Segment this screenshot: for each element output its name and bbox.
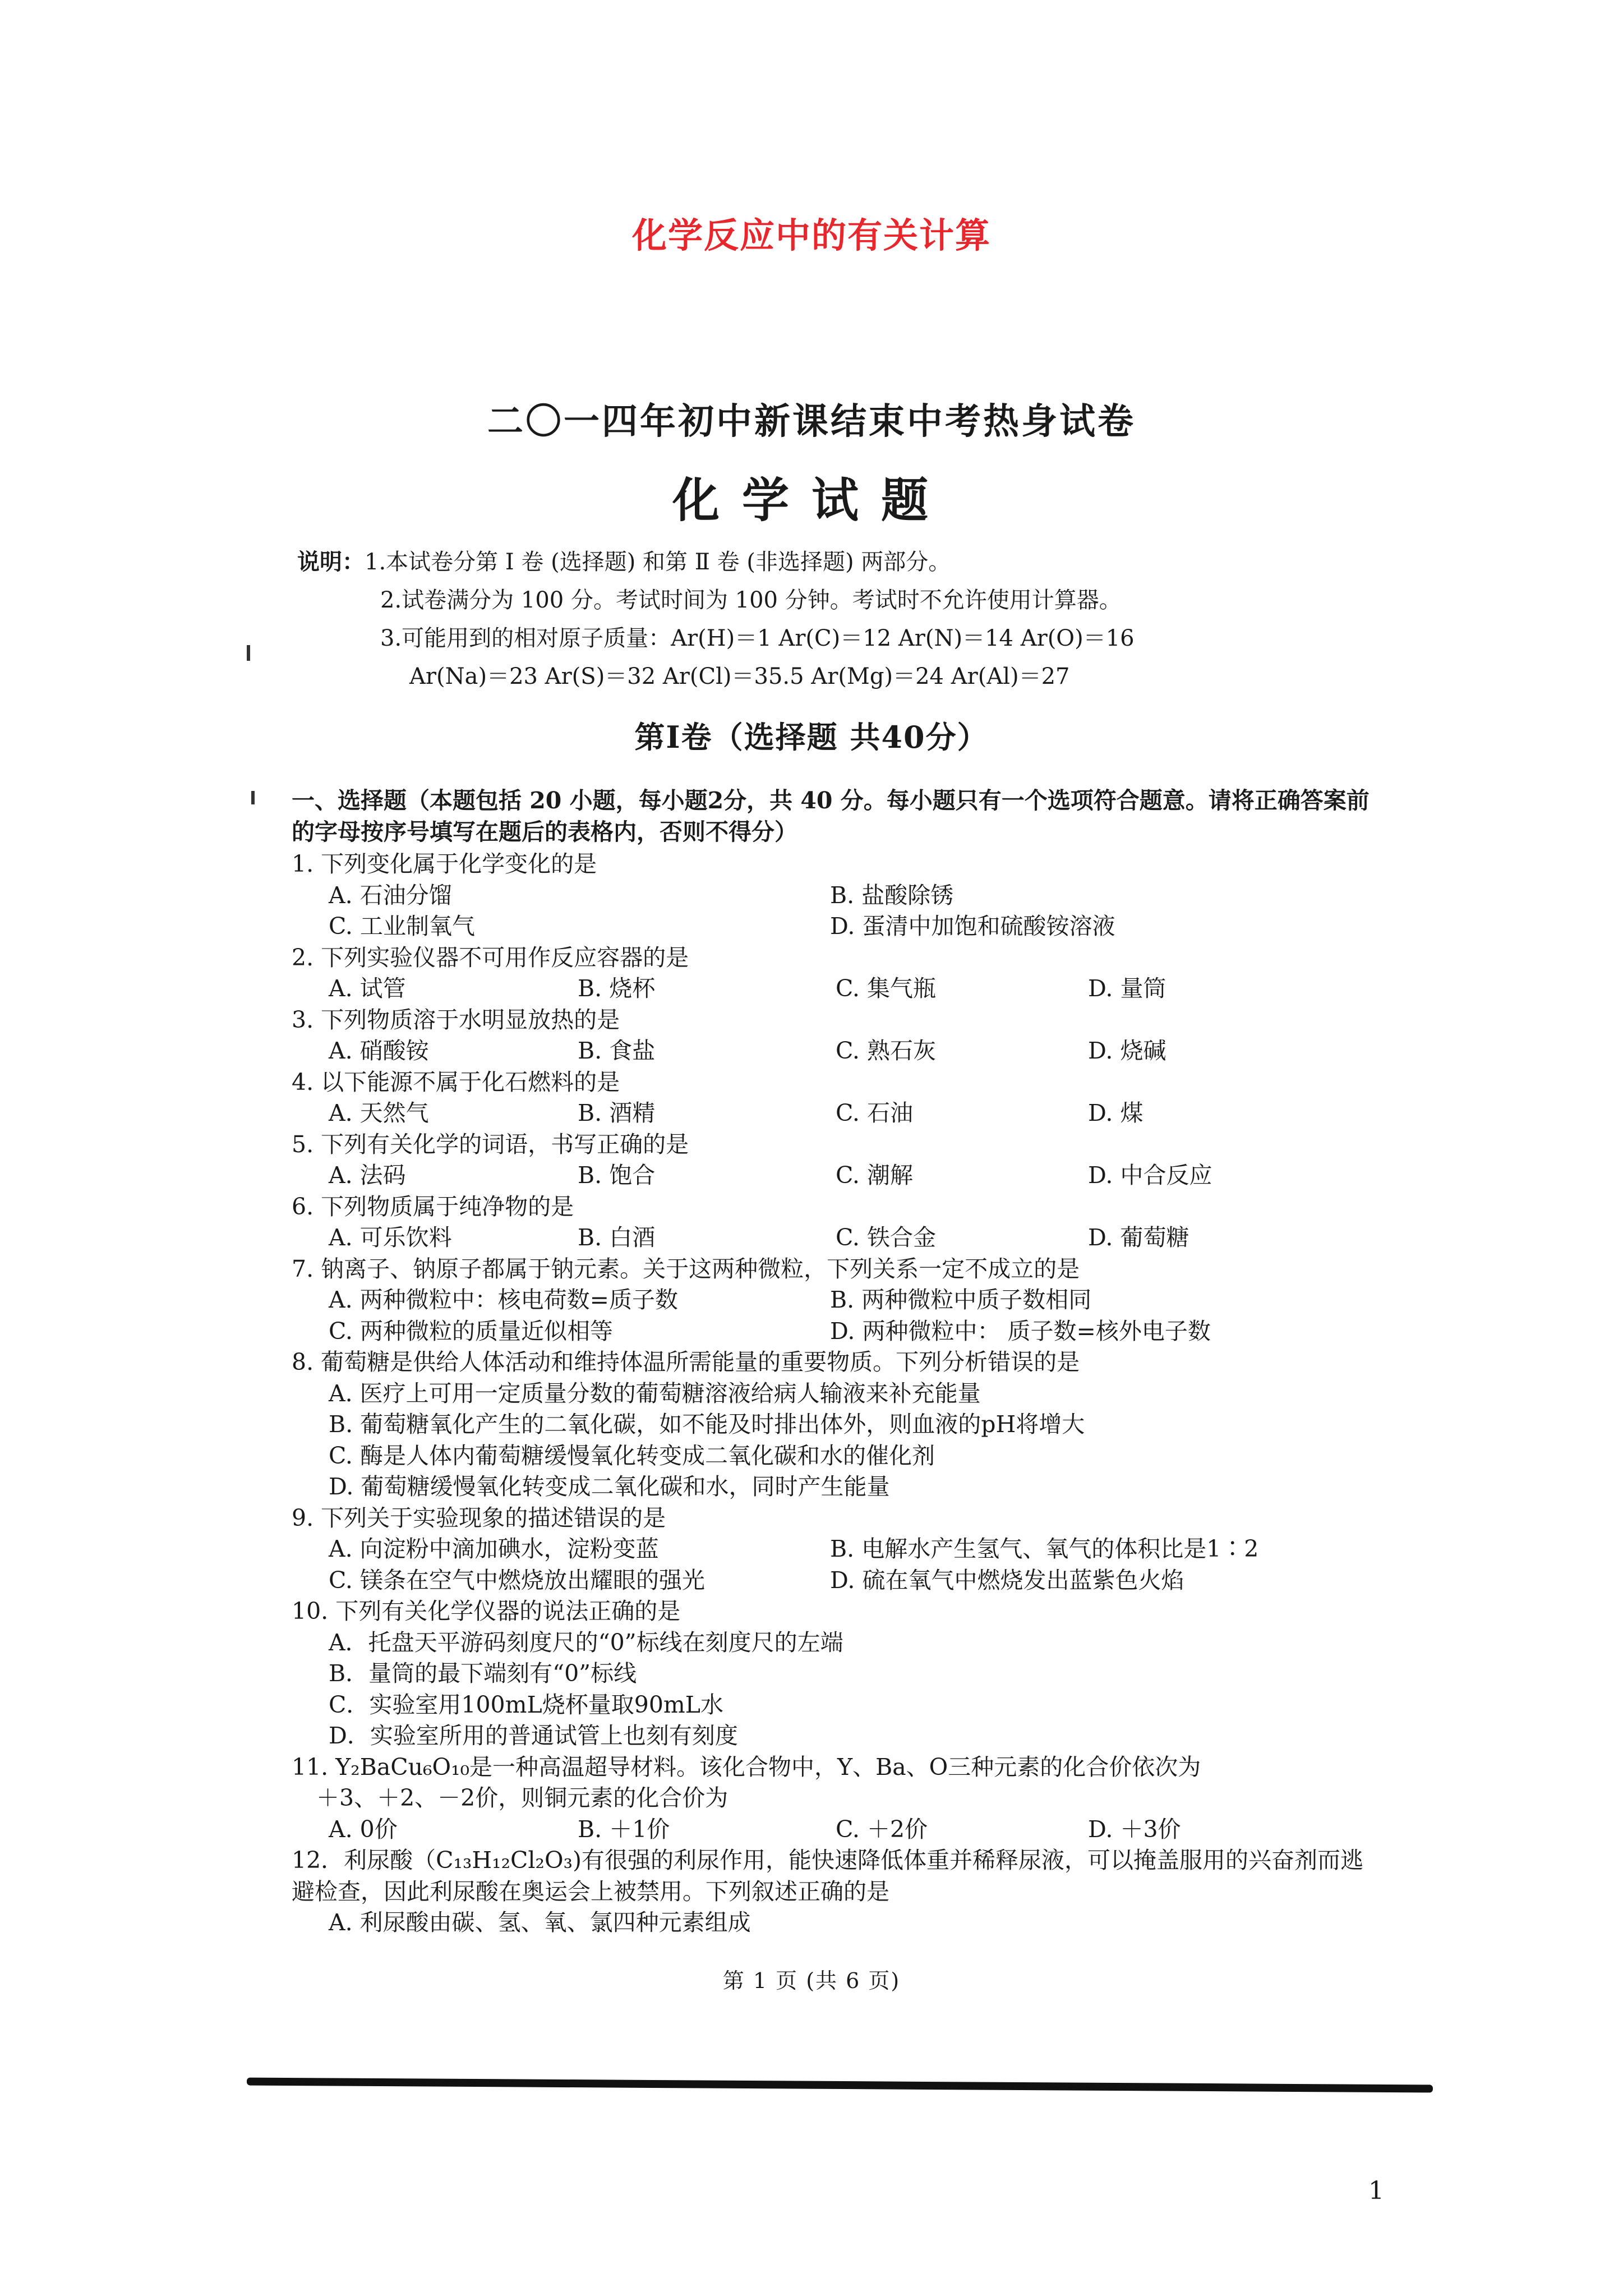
answer-option: A. 医疗上可用一定质量分数的葡萄糖溶液给病人输液来补充能量 [329,1379,981,1407]
scan-mark [247,645,250,661]
notes-row-2 [297,581,1135,619]
answer-option: B. 食盐 [578,1037,656,1064]
answer-option: C. 工业制氧气 [329,913,475,940]
answer-option: D. 中合反应 [1088,1162,1212,1189]
answer-option: C. 铁合金 [836,1224,936,1251]
section-title: 第Ⅰ卷（选择题 共40分） [634,719,989,755]
options-row [292,1534,1380,1565]
question-list [292,785,1380,1939]
answer-option: A．托盘天平游码刻度尺的“0”标线在刻度尺的左端 [329,1628,843,1656]
document-title: 化学反应中的有关计算 [631,215,991,256]
answer-option: A. 硝酸铵 [329,1037,429,1064]
scan-edge-line [247,2078,1433,2093]
answer-option: A. 石油分馏 [329,881,452,909]
notes-item: 1.本试卷分第 Ⅰ 卷 (选择题) 和第 Ⅱ 卷 (非选择题) 两部分。 [365,549,951,575]
page-footer: 第 1 页 (共 6 页) [722,1968,901,1993]
exam-title: 二〇一四年初中新课结束中考热身试卷 [487,401,1136,443]
answer-option: D. ＋3价 [1088,1815,1181,1843]
answer-option: D. 葡萄糖 [1088,1224,1189,1251]
question-stem: 9. 下列关于实验现象的描述错误的是 [292,1504,666,1531]
answer-option: C. 集气瓶 [836,975,936,1002]
answer-option: A. 法码 [329,1162,406,1189]
notes-row-4 [297,657,1135,696]
question-stem: 11. Y₂BaCu₆O₁₀是一种高温超导材料。该化合物中，Y、Ba、O三种元素的化合价依次为 [292,1753,1201,1780]
answer-option: A. 向淀粉中滴加碘水，淀粉变蓝 [329,1535,659,1562]
notes-item: Ar(Na)＝23 Ar(S)＝32 Ar(Cl)＝35.5 Ar(Mg)＝24 Ar(Al)＝27 [409,664,1070,689]
page-number: 1 [1368,2177,1384,2205]
notes-item: 3.可能用到的相对原子质量：Ar(H)＝1 Ar(C)＝12 Ar(N)＝14 Ar(O)＝16 [380,625,1135,651]
options-row [292,1036,1380,1067]
answer-option: C. 熟石灰 [836,1037,936,1064]
answer-option: C．实验室用100mL烧杯量取90mL水 [329,1691,724,1718]
options-row [292,1814,1380,1846]
answer-option: C. 潮解 [836,1162,913,1189]
answer-option: B. 两种微粒中质子数相同 [830,1286,1092,1313]
answer-option: D. 两种微粒中： 质子数=核外电子数 [830,1317,1211,1345]
section-intro: 一、选择题（本题包括 20 小题，每小题2分，共 40 分。每小题只有一个选项符合题意。请将正确答案前的字母按序号填写在题后的表格内，否则不得分） [292,787,1370,845]
question-stem: 8. 葡萄糖是供给人体活动和维持体温所需能量的重要物质。下列分析错误的是 [292,1349,1080,1375]
answer-option: B．量筒的最下端刻有“0”标线 [329,1660,637,1687]
notes-label: 说明： [297,549,365,575]
answer-option: D．实验室所用的普通试管上也刻有刻度 [329,1722,738,1749]
question-stem: 6. 下列物质属于纯净物的是 [292,1193,574,1220]
answer-option: D. 量筒 [1088,975,1166,1002]
options-row [292,1098,1380,1129]
answer-option: C. ＋2价 [836,1815,928,1843]
exam-notes [297,543,1135,696]
options-row [292,1565,1380,1596]
answer-option: B. 烧杯 [578,975,656,1002]
question-stem: 1. 下列变化属于化学变化的是 [292,850,597,877]
answer-option: A. 可乐饮料 [329,1224,452,1251]
question-stem: 4. 以下能源不属于化石燃料的是 [292,1068,620,1096]
answer-option: B. 白酒 [578,1224,656,1251]
question-stem: 5. 下列有关化学的词语，书写正确的是 [292,1130,689,1158]
exam-subject: 化学试题 [672,472,951,528]
options-row [292,1160,1380,1191]
answer-option: A. 天然气 [329,1099,429,1126]
answer-option: A. 0价 [329,1815,398,1843]
answer-option: C. 镁条在空气中燃烧放出耀眼的强光 [329,1566,705,1594]
answer-option: B. 饱合 [578,1162,656,1189]
question-stem: 3. 下列物质溶于水明显放热的是 [292,1006,620,1033]
notes-row-1 [297,543,1135,581]
answer-option: A. 两种微粒中：核电荷数=质子数 [329,1286,679,1313]
answer-option: B. 电解水产生氢气、氧气的体积比是1∶2 [830,1535,1259,1562]
question-stem: 12．利尿酸（C₁₃H₁₂Cl₂O₃)有很强的利尿作用，能快速降低体重并稀释尿液，可以掩盖服用的兴奋剂而逃避检查，因此利尿酸在奥运会上被禁用。下列叙述正确的是 [292,1847,1364,1905]
answer-option: D. 煤 [1088,1099,1144,1126]
options-row [292,880,1380,912]
answer-option: C. 酶是人体内葡萄糖缓慢氧化转变成二氧化碳和水的催化剂 [329,1442,935,1469]
options-row [292,1285,1380,1316]
answer-option: B. 盐酸除锈 [830,881,954,909]
notes-row-3 [297,619,1135,657]
options-row [292,1316,1380,1347]
options-row [292,973,1380,1005]
answer-option: B. ＋1价 [578,1815,670,1843]
options-row [292,911,1380,942]
question-stem: 10. 下列有关化学仪器的说法正确的是 [292,1598,681,1625]
answer-option: C. 石油 [836,1099,913,1126]
answer-option: D. 葡萄糖缓慢氧化转变成二氧化碳和水，同时产生能量 [329,1473,890,1500]
notes-item: 2.试卷满分为 100 分。考试时间为 100 分钟。考试时不允许使用计算器。 [380,587,1122,613]
question-stem: 2. 下列实验仪器不可用作反应容器的是 [292,944,689,971]
answer-option: C. 两种微粒的质量近似相等 [329,1317,613,1345]
question-stem: 7. 钠离子、钠原子都属于钠元素。关于这两种微粒，下列关系一定不成立的是 [292,1255,1080,1282]
answer-option: D. 烧碱 [1088,1037,1166,1064]
question-stem-continued: ＋3、＋2、－2价，则铜元素的化合价为 [316,1784,728,1811]
answer-option: A. 试管 [329,975,406,1002]
answer-option: D. 硫在氧气中燃烧发出蓝紫色火焰 [830,1566,1184,1594]
answer-option: D. 蛋清中加饱和硫酸铵溶液 [830,913,1115,940]
answer-option: A. 利尿酸由碳、氢、氧、氯四种元素组成 [329,1909,751,1936]
scan-mark [251,791,255,804]
options-row [292,1222,1380,1254]
answer-option: B. 葡萄糖氧化产生的二氧化碳，如不能及时排出体外，则血液的pH将增大 [329,1411,1085,1438]
answer-option: B. 酒精 [578,1099,656,1126]
